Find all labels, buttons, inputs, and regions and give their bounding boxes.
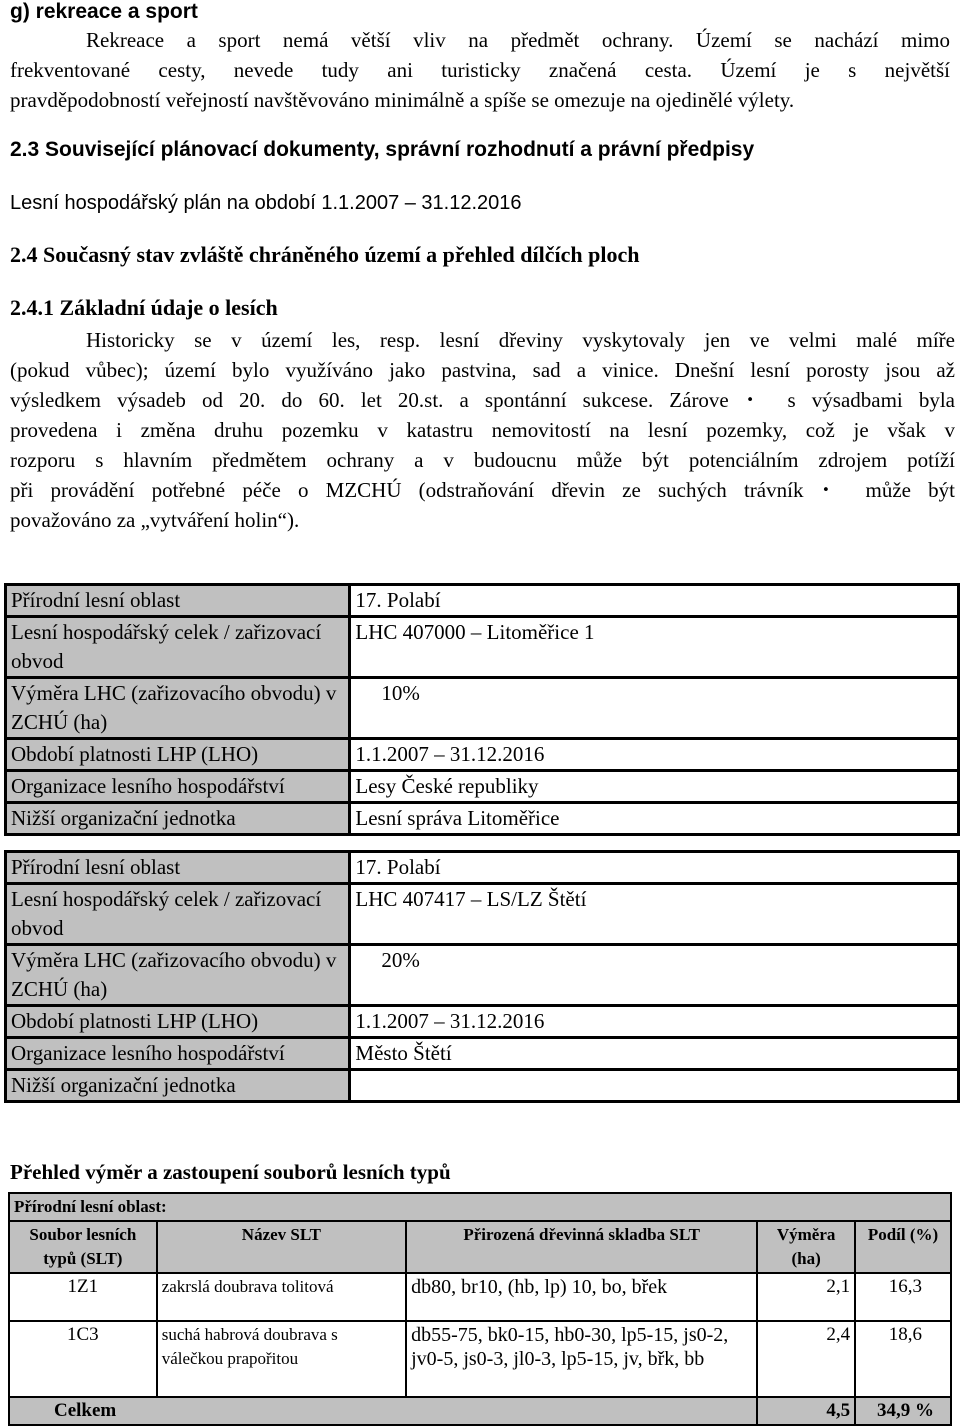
paragraph-line: Historicky se v území les, resp. lesní dřeviny vyskytovaly jen ve velmi malé míře [86, 328, 955, 352]
table-row [6, 678, 959, 739]
paragraph-line: rozporu s hlavním předmětem ochrany a v budoucnu může být potenciálním zdrojem potíží [10, 448, 955, 472]
table-value-cell: 20% [350, 945, 959, 1006]
table-row [6, 1006, 959, 1038]
table-value-cell: LHC 407417 – LS/LZ Štětí [350, 884, 959, 945]
table-value-cell: 17. Polabí [350, 585, 959, 617]
table-value-cell: Město Štětí [350, 1038, 959, 1070]
band-cell: Přírodní lesní oblast: [9, 1193, 951, 1221]
table-key-cell: Nižší organizační jednotka [6, 1070, 350, 1102]
section-2-3-heading: 2.3 Související plánovací dokumenty, správní rozhodnutí a právní předpisy [10, 138, 755, 161]
total-label: Celkem [9, 1397, 757, 1425]
table-row [6, 585, 959, 617]
table-row [6, 945, 959, 1006]
table-row [6, 1070, 959, 1102]
table-key-cell: Výměra LHC (zařizovacího obvodu) v ZCHÚ (ha) [6, 945, 350, 1006]
table-row [6, 884, 959, 945]
table-value-cell: 17. Polabí [350, 852, 959, 884]
table-key-cell: Období platnosti LHP (LHO) [6, 739, 350, 771]
table-row [6, 771, 959, 803]
table-row [6, 739, 959, 771]
overview-table [8, 1192, 952, 1426]
table-value-cell [350, 1070, 959, 1102]
table-key-cell: Období platnosti LHP (LHO) [6, 1006, 350, 1038]
table-row [6, 617, 959, 678]
table-row [6, 1038, 959, 1070]
section-2-4-heading: 2.4 Současný stav zvláště chráněného území a přehled dílčích ploch [10, 242, 640, 267]
table-cell: db80, br10, (hb, lp) 10, bo, břek [406, 1273, 757, 1321]
column-header: Přirozená dřevinná skladba SLT [406, 1221, 757, 1273]
overview-title: Přehled výměr a zastoupení souborů lesních typů [10, 1160, 451, 1184]
table-key-cell: Nižší organizační jednotka [6, 803, 350, 835]
table-cell: 16,3 [855, 1273, 951, 1321]
table-value-cell: Lesní správa Litoměřice [350, 803, 959, 835]
total-row [9, 1397, 951, 1425]
section-g-paragraph [10, 25, 950, 115]
column-header: Podíl (%) [855, 1221, 951, 1273]
paragraph-line: frekventované cesty, nevede tudy ani turisticky značená cesta. Území je s největší [10, 58, 950, 82]
table-row [9, 1273, 951, 1321]
table-value-cell: LHC 407000 – Litoměřice 1 [350, 617, 959, 678]
table-key-cell: Organizace lesního hospodářství [6, 1038, 350, 1070]
paragraph-line: považováno za „vytváření holin“). [10, 508, 300, 532]
section-2-4-1-heading: 2.4.1 Základní údaje o lesích [10, 295, 278, 320]
table-cell: db55-75, bk0-15, hb0-30, lp5-15, js0-2, jv0-5, js0-3, jl0-3, lp5-15, jv, břk, bb [406, 1321, 757, 1397]
column-header: Výměra (ha) [757, 1221, 855, 1273]
column-header: Soubor lesních typů (SLT) [9, 1221, 157, 1273]
table-row [6, 803, 959, 835]
table-cell: 2,4 [757, 1321, 855, 1397]
table-cell: 1C3 [9, 1321, 157, 1397]
section-2-3-text: Lesní hospodářský plán na období 1.1.2007 – 31.12.2016 [10, 192, 522, 214]
paragraph-line: při provádění potřebné péče o MZCHÚ (odstraňování dřevin ze suchých trávník・ může být [10, 478, 955, 502]
table-cell: suchá habrová doubrava s válečkou prapořitou [157, 1321, 406, 1397]
table-row [9, 1321, 951, 1397]
table-row [6, 852, 959, 884]
paragraph-line: (pokud vůbec); území bylo využíváno jako pastvina, sad a vinice. Dnešní lesní porosty jsou až [10, 358, 955, 382]
table-key-cell: Výměra LHC (zařizovacího obvodu) v ZCHÚ (ha) [6, 678, 350, 739]
paragraph-line: provedena i změna druhu pozemku v katastru nemovitostí na lesní pozemky, což je však v [10, 418, 955, 442]
paragraph-line: pravděpodobností veřejností navštěvováno minimálně a spíše se omezuje na ojedinělé výlety. [10, 88, 795, 112]
table-value-cell: 1.1.2007 – 31.12.2016 [350, 739, 959, 771]
paragraph-line: Rekreace a sport nemá větší vliv na předmět ochrany. Území se nachází mimo [86, 28, 950, 52]
forest-info-table-2 [4, 850, 960, 1103]
table-cell: 2,1 [757, 1273, 855, 1321]
table-value-cell: 1.1.2007 – 31.12.2016 [350, 1006, 959, 1038]
table-key-cell: Organizace lesního hospodářství [6, 771, 350, 803]
table-row [9, 1193, 951, 1221]
table-key-cell: Přírodní lesní oblast [6, 585, 350, 617]
total-share: 34,9 % [855, 1397, 951, 1425]
table-header-row [9, 1221, 951, 1273]
table-cell: 18,6 [855, 1321, 951, 1397]
table-key-cell: Přírodní lesní oblast [6, 852, 350, 884]
table-key-cell: Lesní hospodářský celek / zařizovací obvod [6, 884, 350, 945]
total-area: 4,5 [757, 1397, 855, 1425]
table-cell: zakrslá doubrava tolitová [157, 1273, 406, 1321]
table-cell: 1Z1 [9, 1273, 157, 1321]
forest-info-table-1 [4, 583, 960, 836]
paragraph-line: výsledkem výsadeb od 20. do 60. let 20.st. a spontánní sukcese. Zárove・ s výsadbami byla [10, 388, 955, 412]
table-value-cell: Lesy České republiky [350, 771, 959, 803]
section-2-4-1-paragraph [10, 325, 955, 535]
table-key-cell: Lesní hospodářský celek / zařizovací obvod [6, 617, 350, 678]
section-g-heading: g) rekreace a sport [10, 0, 198, 23]
table-value-cell: 10% [350, 678, 959, 739]
column-header: Název SLT [157, 1221, 406, 1273]
